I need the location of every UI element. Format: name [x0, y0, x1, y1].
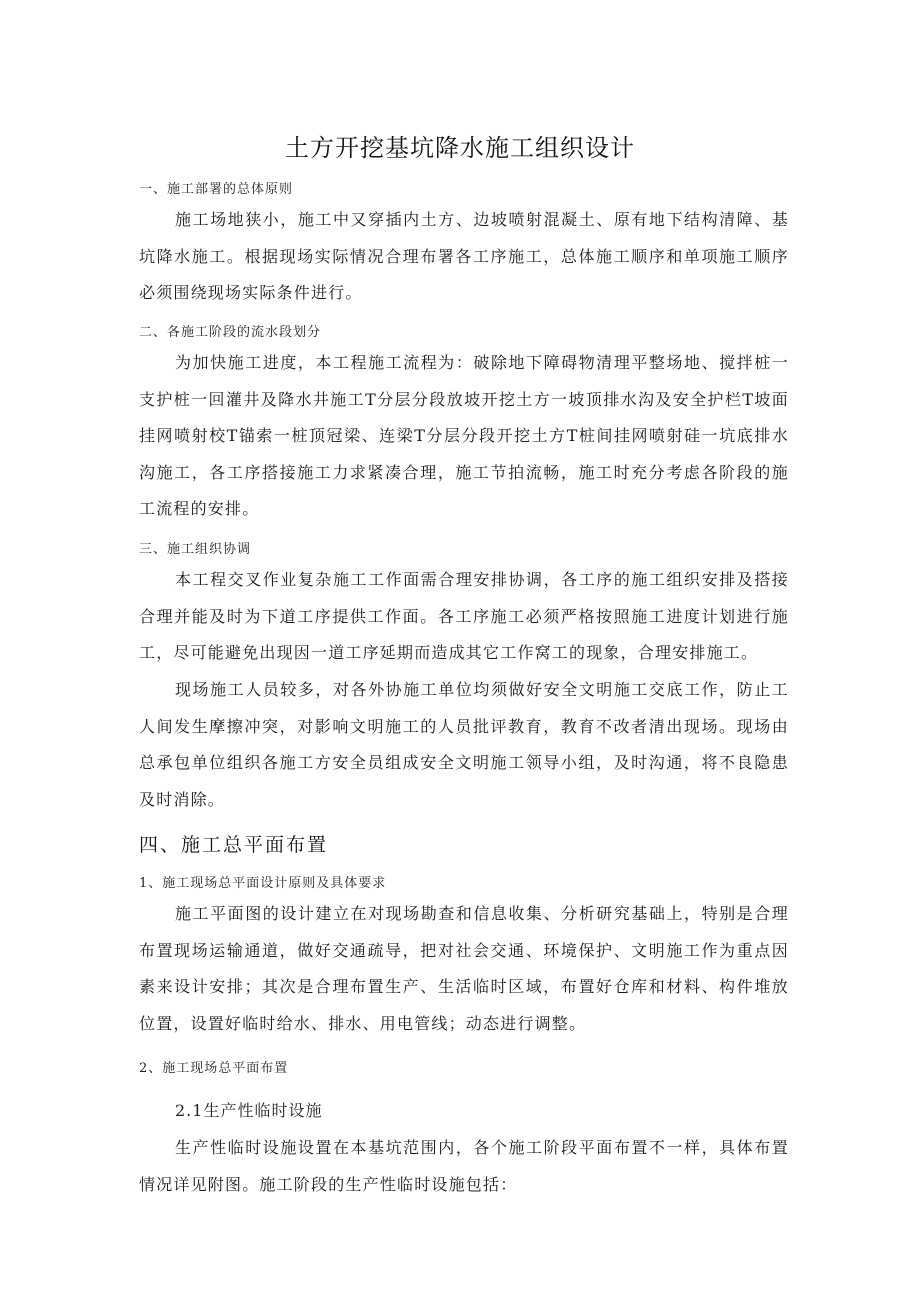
subsection-1-paragraph: 施工平面图的设计建立在对现场勘查和信息收集、分析研究基础上，特别是合理布置现场运输通道，做好交通疏导，把对社会交通、环境保护、文明施工作为重点因素来设计安排；其次是合理布置生产、生活临时区域，布置好仓库和材料、构件堆放位置，设置好临时给水、排水、用电管线；动态进行调整。	[139, 904, 789, 1033]
subsection-1-heading: 1、施工现场总平面设计原则及具体要求	[139, 876, 387, 891]
document-title: 土方开挖基坑降水施工组织设计	[285, 134, 635, 162]
subsection-2-paragraph: 生产性临时设施设置在本基坑范围内，各个施工阶段平面布置不一样，具体布置情况详见附图。施工阶段的生产性临时设施包括：	[139, 1138, 789, 1194]
section-3-paragraph-2: 现场施工人员较多，对各外协施工单位均须做好安全文明施工交底工作，防止工人间发生摩擦冲突，对影响文明施工的人员批评教育，教育不改者清出现场。现场由总承包单位组织各施工方安全员组成安全文明施工领导小组，及时沟通，将不良隐患及时消除。	[139, 680, 789, 809]
section-2-paragraph: 为加快施工进度，本工程施工流程为：破除地下障碍物清理平整场地、搅拌桩一支护桩一回灌井及降水井施工T分层分段放坡开挖土方一坡顶排水沟及安全护栏T坡面挂网喷射校T锚索一桩顶冠梁、连梁T分层分段开挖土方T桩间挂网喷射硅一坑底排水沟施工，各工序搭接施工力求紧凑合理，施工节拍流畅，施工时充分考虑各阶段的施工流程的安排。	[139, 353, 789, 518]
section-2-heading: 二、各施工阶段的流水段划分	[139, 325, 322, 340]
section-3-heading: 三、施工组织协调	[139, 542, 252, 557]
section-4-heading: 四、施工总平面布置	[139, 834, 329, 856]
section-3-paragraph-1: 本工程交叉作业复杂施工工作面需合理安排协调，各工序的施工组织安排及搭接合理并能及时为下道工序提供工作面。各工序施工必须严格按照施工进度计划进行施工，尽可能避免出现因一道工序延期而造成其它工作窝工的现象，合理安排施工。	[139, 570, 789, 662]
subsection-2-heading: 2、施工现场总平面布置	[139, 1061, 289, 1076]
section-1-paragraph: 施工场地狭小，施工中又穿插内土方、边坡喷射混凝土、原有地下结构清障、基坑降水施工。根据现场实际情况合理布署各工序施工，总体施工顺序和单项施工顺序必须围绕现场实际条件进行。	[139, 210, 789, 302]
subsection-2-1-heading: 2.1生产性临时设施	[175, 1101, 323, 1120]
section-1-heading: 一、施工部署的总体原则	[139, 182, 294, 197]
